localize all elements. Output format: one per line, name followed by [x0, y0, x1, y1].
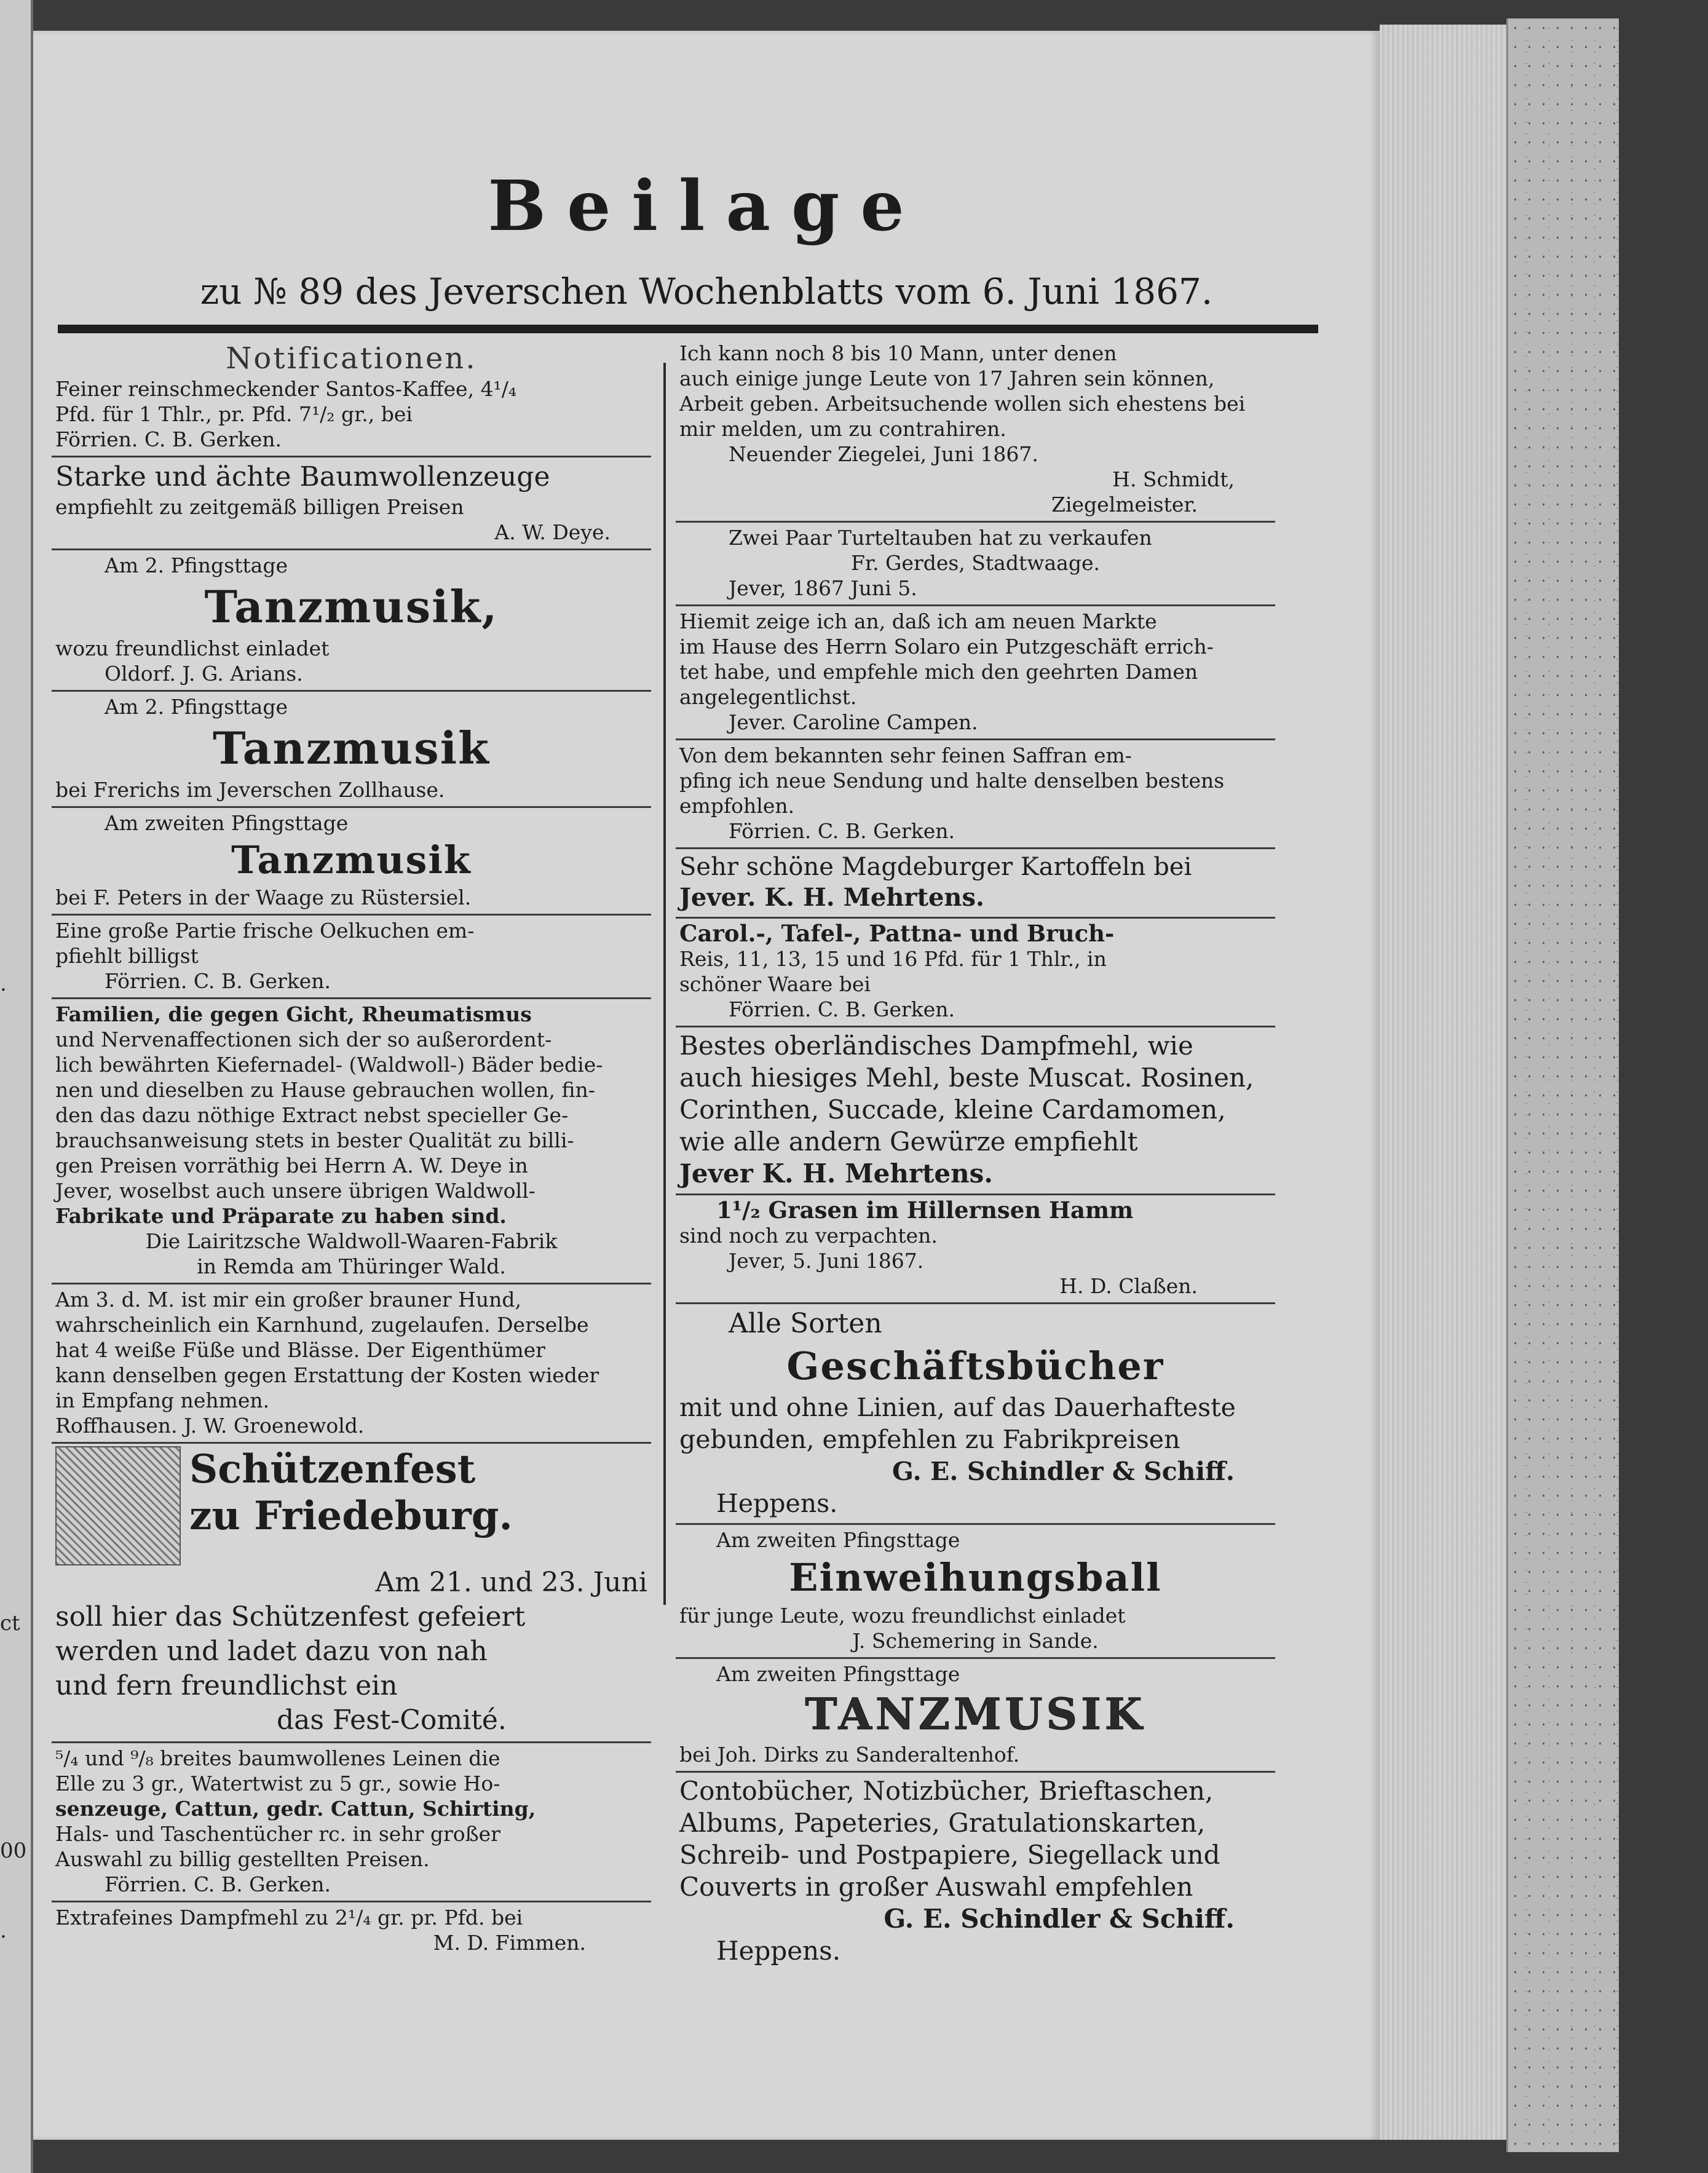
- ad-line: schöner Waare bei: [679, 972, 871, 996]
- ad-line: Von dem bekannten sehr feinen Saffran em-: [679, 743, 1132, 767]
- ad-line: Familien, die gegen Gicht, Rheumatismus: [55, 1002, 532, 1026]
- ad-line: auch hiesiges Mehl, beste Muscat. Rosinen,: [679, 1063, 1254, 1093]
- ad-line: Hiemit zeige ich an, daß ich am neuen Markte: [679, 609, 1157, 633]
- ad-headline: Carol.-, Tafel-, Pattna- und Bruch-: [679, 920, 1115, 947]
- ad-reis: [676, 919, 1275, 1027]
- ad-signature: Jever. Caroline Campen.: [729, 710, 978, 734]
- ad-signature: A. W. Deye.: [494, 520, 611, 544]
- ad-headline: TANZMUSIK: [805, 1688, 1146, 1740]
- ad-headline: 1¹/₂ Grasen im Hillernsen Hamm: [716, 1197, 1134, 1224]
- ad-headline: Tanzmusik: [213, 722, 490, 774]
- ad-tanzmusik-oldorf: [52, 550, 651, 692]
- ad-line: Am 21. und 23. Juni: [375, 1567, 647, 1598]
- ad-line: pfiehlt billigst: [55, 944, 199, 968]
- ad-line: Am zweiten Pfingsttage: [105, 811, 349, 835]
- ad-signature: Heppens.: [716, 1936, 841, 1966]
- ad-line: und fern freundlichst ein: [55, 1670, 398, 1701]
- ad-line: nen und dieselben zu Hause gebrauchen wollen, fin-: [55, 1078, 595, 1102]
- ad-signature: G. E. Schindler & Schiff.: [892, 1457, 1235, 1486]
- ad-line: in Empfang nehmen.: [55, 1388, 270, 1412]
- ad-signature: Heppens.: [716, 1489, 838, 1518]
- newspaper-page: [33, 31, 1380, 2140]
- ad-signature: Förrien. C. B. Gerken.: [105, 1872, 331, 1896]
- ad-line: Jever, 5. Juni 1867.: [729, 1249, 924, 1273]
- ad-line: Elle zu 3 gr., Watertwist zu 5 gr., sowie Ho-: [55, 1771, 500, 1795]
- ad-signature: Förrien. C. B. Gerken.: [729, 819, 955, 843]
- page-title: Beilage: [488, 166, 925, 247]
- column-divider: [663, 363, 666, 1605]
- ad-line: Reis, 11, 13, 15 und 16 Pfd. für 1 Thlr., in: [679, 947, 1107, 971]
- ad-line: Am 3. d. M. ist mir ein großer brauner Hund,: [55, 1288, 522, 1312]
- ad-headline: Schützenfest: [189, 1446, 476, 1492]
- ad-line: kann denselben gegen Erstattung der Kosten wieder: [55, 1363, 599, 1387]
- ad-tanzmusik-zollhaus: [52, 692, 651, 808]
- ad-line: Albums, Papeteries, Gratulationskarten,: [679, 1808, 1206, 1838]
- ad-signature: Förrien. C. B. Gerken.: [55, 427, 282, 451]
- ad-signature: Jever K. H. Mehrtens.: [679, 1158, 993, 1189]
- ad-tanzmusik-ruestersiel: [52, 808, 651, 916]
- ad-line: brauchsanweisung stets in bester Qualität zu billi-: [55, 1128, 574, 1152]
- ad-signature: das Fest-Comité.: [277, 1704, 507, 1736]
- margin-fragment: .: [0, 972, 7, 996]
- ad-signature: J. Schemering in Sande.: [852, 1629, 1099, 1653]
- ad-line: empfiehlt zu zeitgemäß billigen Preisen: [55, 495, 464, 519]
- ad-einweihungsball: [676, 1525, 1275, 1659]
- ad-line: bei Joh. Dirks zu Sanderaltenhof.: [679, 1743, 1020, 1767]
- ad-signature: Förrien. C. B. Gerken.: [729, 997, 955, 1021]
- ad-dampfmehl: [52, 1902, 651, 1959]
- ad-line: angelegentlichst.: [679, 685, 857, 709]
- ad-turteltauben: [676, 523, 1275, 606]
- header-rule: [58, 325, 1318, 333]
- ad-tanzmusik-sanderaltenhof: [676, 1659, 1275, 1773]
- ad-line: gen Preisen vorräthig bei Herrn A. W. Deye in: [55, 1154, 528, 1178]
- ad-line: Am zweiten Pfingsttage: [716, 1528, 960, 1552]
- ad-line: Auswahl zu billig gestellten Preisen.: [55, 1847, 430, 1871]
- ad-putzgeschaeft: [676, 606, 1275, 740]
- ad-signature: Oldorf. J. G. Arians.: [105, 662, 303, 686]
- ad-line: sind noch zu verpachten.: [679, 1224, 938, 1248]
- ad-line: gebunden, empfehlen zu Fabrikpreisen: [679, 1425, 1180, 1454]
- ad-line: senzeuge, Cattun, gedr. Cattun, Schirting,: [55, 1797, 536, 1821]
- ad-line: hat 4 weiße Füße und Blässe. Der Eigenthümer: [55, 1338, 545, 1362]
- ad-line: Fabrikate und Präparate zu haben sind.: [55, 1204, 507, 1228]
- ad-line: wozu freundlichst einladet: [55, 636, 330, 660]
- ad-line: lich bewährten Kiefernadel- (Waldwoll-) Bäder bedie-: [55, 1053, 603, 1077]
- ad-geschaeftsbuecher: [676, 1304, 1275, 1525]
- ad-line: Jever, woselbst auch unsere übrigen Waldwoll-: [55, 1179, 536, 1203]
- ad-line: Feiner reinschmeckender Santos-Kaffee, 4¹/₄: [55, 377, 517, 401]
- ad-line: Zwei Paar Turteltauben hat zu verkaufen: [729, 526, 1152, 550]
- ad-line: empfohlen.: [679, 794, 795, 818]
- ad-found-dog: [52, 1284, 651, 1444]
- ad-waldwoll: [52, 999, 651, 1284]
- ad-signature: Roffhausen. J. W. Groenewold.: [55, 1414, 365, 1438]
- ad-coffee: [52, 338, 651, 457]
- ad-line: Ich kann noch 8 bis 10 Mann, unter denen: [679, 341, 1117, 365]
- ad-oelkuchen: [52, 916, 651, 999]
- ad-headline: Geschäftsbücher: [786, 1344, 1164, 1388]
- ad-signature: H. D. Claßen.: [1059, 1274, 1198, 1298]
- ad-signature: Jever. K. H. Mehrtens.: [679, 883, 984, 912]
- ad-signature: Fr. Gerdes, Stadtwaage.: [851, 551, 1100, 575]
- ad-signature: in Remda am Thüringer Wald.: [197, 1254, 506, 1278]
- ad-line: Jever, 1867 Juni 5.: [729, 576, 917, 600]
- ad-line: Contobücher, Notizbücher, Brieftaschen,: [679, 1776, 1214, 1806]
- ad-headline: Einweihungsball: [789, 1555, 1162, 1600]
- ad-signature: Förrien. C. B. Gerken.: [105, 969, 331, 993]
- ad-line: Am 2. Pfingsttage: [105, 695, 288, 719]
- ad-saffran: [676, 740, 1275, 849]
- left-column: [52, 338, 651, 2072]
- ad-headline: Tanzmusik: [231, 837, 472, 882]
- right-column: [676, 338, 1275, 2072]
- ad-line: bei Frerichs im Jeverschen Zollhause.: [55, 778, 445, 802]
- ad-cotton: [52, 457, 651, 550]
- ad-line: auch einige junge Leute von 17 Jahren sein können,: [679, 366, 1215, 390]
- ad-line: Extrafeines Dampfmehl zu 2¹/₄ gr. pr. Pfd. bei: [55, 1906, 523, 1930]
- ad-line: Neuender Ziegelei, Juni 1867.: [729, 442, 1038, 466]
- margin-fragment: ct: [0, 1611, 20, 1636]
- ad-signature: G. E. Schindler & Schiff.: [884, 1904, 1235, 1934]
- ad-line: mir melden, um zu contrahiren.: [679, 417, 1006, 441]
- ad-gewuerze: [676, 1027, 1275, 1195]
- ad-line: bei F. Peters in der Waage zu Rüstersiel.: [55, 885, 472, 909]
- ad-line: soll hier das Schützenfest gefeiert: [55, 1601, 526, 1633]
- ad-line: Alle Sorten: [729, 1308, 882, 1339]
- ad-line: wie alle andern Gewürze empfiehlt: [679, 1126, 1138, 1157]
- ad-line: Couverts in großer Auswahl empfehlen: [679, 1872, 1193, 1902]
- ad-line: Am 2. Pfingsttage: [105, 553, 288, 577]
- ad-line: ⁵/₄ und ⁹/₈ breites baumwollenes Leinen die: [55, 1746, 500, 1770]
- ad-headline: Tanzmusik,: [204, 580, 499, 633]
- adjacent-page-strip: [0, 0, 33, 2173]
- ad-contobuecher: [676, 1773, 1275, 1971]
- ad-signature: Die Lairitzsche Waldwoll-Waaren-Fabrik: [145, 1229, 558, 1253]
- ad-line: mit und ohne Linien, auf das Dauerhafteste: [679, 1393, 1236, 1422]
- shooter-vignette-image: [55, 1446, 181, 1565]
- ad-leinen: [52, 1743, 651, 1902]
- ad-line: Bestes oberländisches Dampfmehl, wie: [679, 1031, 1193, 1061]
- ad-signature: M. D. Fimmen.: [433, 1931, 586, 1955]
- ad-line: Pfd. für 1 Thlr., pr. Pfd. 7¹/₂ gr., bei: [55, 402, 413, 426]
- ad-grasen: [676, 1195, 1275, 1304]
- ad-line: Schreib- und Postpapiere, Siegellack und: [679, 1840, 1220, 1870]
- book-cover-speckled: [1506, 18, 1619, 2152]
- ad-line: Corinthen, Succade, kleine Cardamomen,: [679, 1094, 1226, 1125]
- section-heading: Notificationen.: [226, 341, 477, 376]
- ad-line: pfing ich neue Sendung und halte denselben bestens: [679, 769, 1225, 793]
- ad-kartoffeln: [676, 849, 1275, 919]
- ad-line: Eine große Partie frische Oelkuchen em-: [55, 919, 475, 943]
- ad-line: tet habe, und empfehle mich den geehrten Damen: [679, 660, 1198, 684]
- margin-fragment: .: [0, 1918, 7, 1943]
- ad-schuetzenfest: [52, 1444, 651, 1743]
- ad-line: Sehr schöne Magdeburger Kartoffeln bei: [679, 853, 1192, 881]
- ad-signature: Ziegelmeister.: [1051, 493, 1198, 517]
- ad-line: Hals- und Taschentücher rc. in sehr großer: [55, 1822, 500, 1846]
- page-subtitle: zu № 89 des Jeverschen Wochenblatts vom 6. Juni 1867.: [200, 271, 1213, 312]
- ad-line: werden und ladet dazu von nah: [55, 1636, 488, 1667]
- ad-ziegelei: [676, 338, 1275, 523]
- ad-line: Am zweiten Pfingsttage: [716, 1662, 960, 1686]
- margin-fragment: 00: [0, 1839, 27, 1863]
- ad-line: im Hause des Herrn Solaro ein Putzgeschäft errich-: [679, 635, 1214, 659]
- ad-line: für junge Leute, wozu freundlichst einladet: [679, 1604, 1126, 1628]
- ad-headline: zu Friedeburg.: [189, 1493, 513, 1539]
- ad-line: wahrscheinlich ein Karnhund, zugelaufen. Derselbe: [55, 1313, 589, 1337]
- ad-signature: H. Schmidt,: [1112, 467, 1235, 491]
- ad-line: und Nervenaffectionen sich der so außerordent-: [55, 1027, 552, 1051]
- ad-headline: Starke und ächte Baumwollenzeuge: [55, 461, 550, 493]
- ad-line: Arbeit geben. Arbeitsuchende wollen sich ehestens bei: [679, 392, 1246, 416]
- ad-line: den das dazu nöthige Extract nebst specieller Ge-: [55, 1103, 569, 1127]
